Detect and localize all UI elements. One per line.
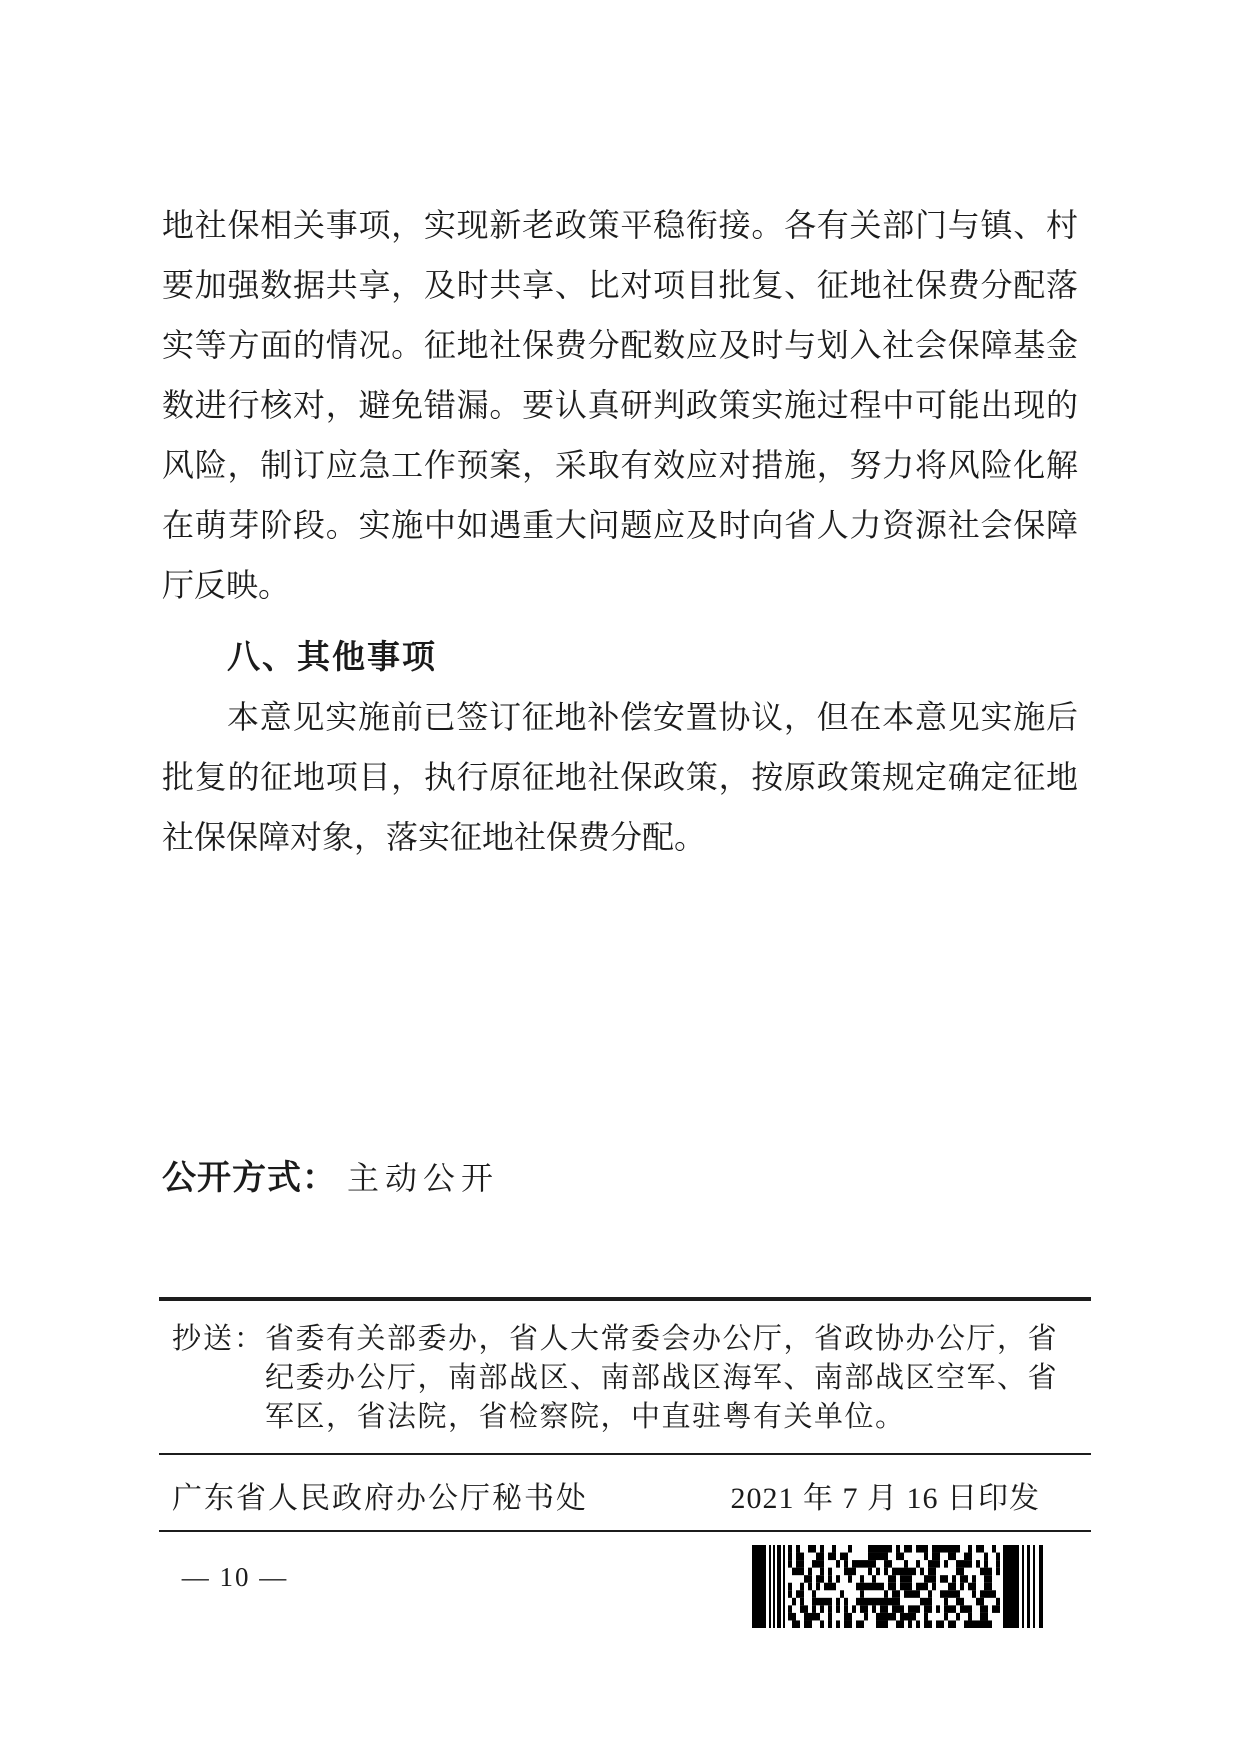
disclosure-method-value: 主动公开 xyxy=(347,1160,500,1196)
body-text-line: 批复的征地项目，执行原征地社保政策，按原政策规定确定征地 xyxy=(162,759,1078,795)
cc-label: 抄送： xyxy=(172,1323,266,1355)
cc-recipient-line: 军区，省法院，省检察院，中直驻粤有关单位。 xyxy=(265,1401,906,1433)
body-text-line: 八、其他事项 xyxy=(227,637,437,676)
disclosure-row xyxy=(162,1155,499,1201)
imprint-bottom-rule xyxy=(159,1530,1091,1532)
body-text-line: 在萌芽阶段。实施中如遇重大问题应及时向省人力资源社会保障 xyxy=(162,507,1078,543)
separator-thick-rule xyxy=(159,1297,1091,1301)
imprint-row xyxy=(172,1472,1040,1518)
body-text-line: 地社保相关事项，实现新老政策平稳衔接。各有关部门与镇、村 xyxy=(162,207,1078,243)
barcode-image xyxy=(752,1545,1048,1628)
body-text-line: 风险，制订应急工作预案，采取有效应对措施，努力将风险化解 xyxy=(162,447,1078,483)
imprint-top-rule xyxy=(159,1453,1091,1455)
print-date: 2021 年 7 月 16 日印发 xyxy=(730,1482,1040,1515)
body-text-line: 本意见实施前已签订征地补偿安置协议，但在本意见实施后 xyxy=(227,699,1078,735)
cc-recipient-line: 省委有关部委办，省人大常委会办公厅，省政协办公厅，省 xyxy=(265,1323,1059,1355)
cc-recipient-line: 纪委办公厅，南部战区、南部战区海军、南部战区空军、省 xyxy=(265,1362,1059,1394)
document-body xyxy=(162,195,1078,867)
body-text-line: 数进行核对，避免错漏。要认真研判政策实施过程中可能出现的 xyxy=(162,387,1078,423)
body-text-line: 要加强数据共享，及时共享、比对项目批复、征地社保费分配落 xyxy=(162,267,1078,303)
body-text-line: 厅反映。 xyxy=(162,567,291,603)
disclosure-method-label: 公开方式： xyxy=(162,1158,337,1198)
cc-recipient-list xyxy=(265,1320,1058,1437)
body-text-line: 实等方面的情况。征地社保费分配数应及时与划入社会保障基金 xyxy=(162,327,1078,363)
cc-block xyxy=(172,1320,1059,1437)
body-text-line: 社保保障对象，落实征地社保费分配。 xyxy=(162,819,707,855)
issuing-office: 广东省人民政府办公厅秘书处 xyxy=(172,1482,588,1515)
page-number: — 10 — xyxy=(181,1562,289,1592)
